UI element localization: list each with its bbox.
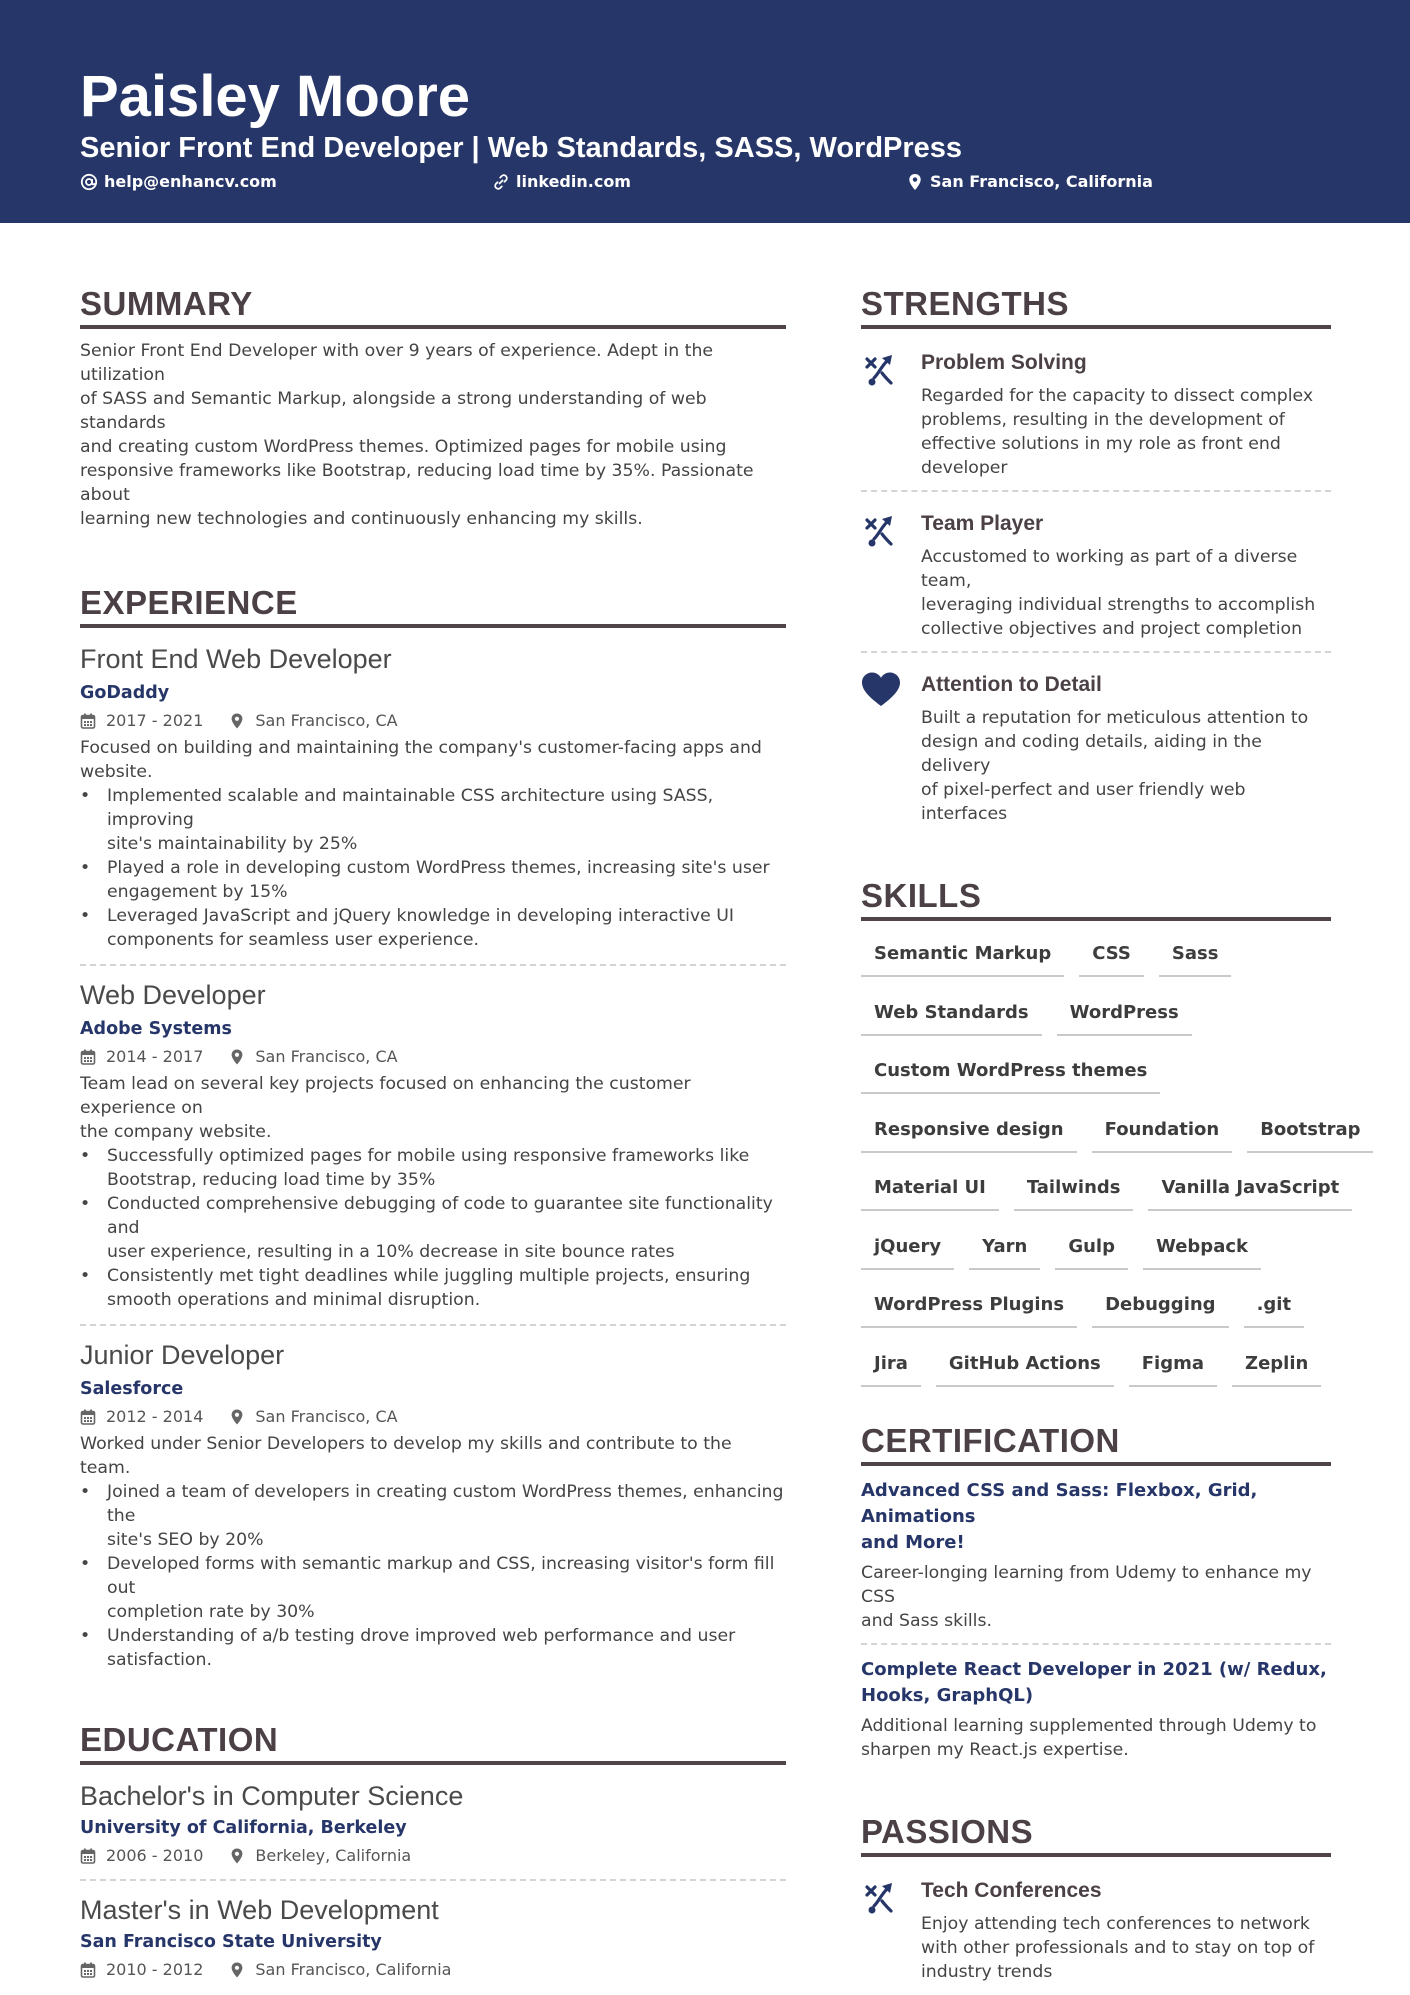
job-description: Focused on building and maintaining the company's customer-facing apps and website. — [80, 738, 762, 782]
skill-tag: Foundation — [1092, 1111, 1233, 1153]
calendar-icon — [80, 1962, 96, 1978]
education-entry — [80, 1779, 786, 1867]
education-meta — [80, 1959, 786, 1981]
left-column — [80, 284, 786, 1981]
divider — [861, 1643, 1331, 1645]
contact-email[interactable] — [80, 170, 277, 194]
at-icon — [80, 173, 98, 191]
location-pin-icon — [229, 1409, 245, 1425]
job-role: Front End Web Developer — [80, 644, 392, 674]
experience-entry — [80, 1338, 786, 1672]
passions-heading: PASSIONS — [861, 1812, 1331, 1857]
strength-item — [861, 329, 1331, 480]
strength-title: Team Player — [921, 512, 1044, 535]
job-dates: 2012 - 2014 — [106, 1407, 204, 1426]
education-location: San Francisco, California — [255, 1960, 452, 1979]
strength-text: Built a reputation for meticulous attention to design and coding details, aiding in the delivery of pixel-perfect and user friendly web interfaces — [921, 708, 1309, 824]
skill-tag: GitHub Actions — [936, 1345, 1114, 1387]
list-item: • Developed forms with semantic markup and CSS, increasing visitor's form fill out completion rate by 30% — [80, 1552, 786, 1624]
location-pin-icon — [229, 713, 245, 729]
strength-title: Attention to Detail — [921, 673, 1102, 696]
job-dates: 2017 - 2021 — [106, 711, 204, 730]
location-text: San Francisco, California — [930, 172, 1153, 191]
experience-heading: EXPERIENCE — [80, 583, 786, 628]
strategy-icon — [861, 1877, 901, 1917]
certification-text: Additional learning supplemented through Udemy to sharpen my React.js expertise. — [861, 1716, 1317, 1760]
skill-tag: WordPress Plugins — [861, 1286, 1077, 1328]
job-bullets — [80, 784, 786, 952]
strength-title: Problem Solving — [921, 351, 1087, 374]
skill-tag: Bootstrap — [1247, 1111, 1373, 1153]
strength-item — [861, 653, 1331, 826]
skill-tag: Zeplin — [1232, 1345, 1321, 1387]
skill-tag: jQuery — [861, 1228, 954, 1270]
passion-title: Tech Conferences — [921, 1879, 1102, 1902]
passion-item — [861, 1857, 1331, 1984]
job-meta — [80, 1046, 786, 1068]
job-location: San Francisco, CA — [255, 1047, 398, 1066]
education-heading: EDUCATION — [80, 1720, 786, 1765]
candidate-title: Senior Front End Developer | Web Standards, SASS, WordPress — [80, 132, 963, 164]
school: San Francisco State University — [80, 1932, 382, 1952]
job-meta — [80, 710, 786, 732]
calendar-icon — [80, 1409, 96, 1425]
skill-tag: CSS — [1079, 935, 1144, 977]
education-location: Berkeley, California — [255, 1846, 412, 1865]
skill-tag: Figma — [1129, 1345, 1217, 1387]
skill-tag: .git — [1244, 1286, 1305, 1328]
skill-tag: Sass — [1159, 935, 1232, 977]
link-icon — [492, 173, 510, 191]
job-description: Team lead on several key projects focused on enhancing the customer experience on the company website. — [80, 1074, 691, 1142]
strengths-heading: STRENGTHS — [861, 284, 1331, 329]
list-item: • Conducted comprehensive debugging of code to guarantee site functionality and user experience, resulting in a 10% decrease in site bounce rates — [80, 1192, 786, 1264]
list-item: • Leveraged JavaScript and jQuery knowledge in developing interactive UI components for seamless user experience. — [80, 904, 786, 952]
email-text[interactable]: help@enhancv.com — [104, 172, 277, 191]
divider — [80, 1879, 786, 1881]
job-role: Web Developer — [80, 980, 266, 1010]
heart-icon — [861, 671, 901, 711]
calendar-icon — [80, 1049, 96, 1065]
contact-location — [906, 170, 1153, 194]
skill-tag: Semantic Markup — [861, 935, 1064, 977]
skill-tag: Vanilla JavaScript — [1148, 1169, 1352, 1211]
strength-text: Regarded for the capacity to dissect complex problems, resulting in the development of effective solutions in my role as front end developer — [921, 386, 1314, 478]
calendar-icon — [80, 713, 96, 729]
job-description: Worked under Senior Developers to develop my skills and contribute to the team. — [80, 1434, 732, 1478]
certification-item — [861, 1657, 1331, 1762]
skill-tag: Gulp — [1055, 1228, 1128, 1270]
skills-heading: SKILLS — [861, 876, 1331, 921]
skill-tag: Material UI — [861, 1169, 999, 1211]
passion-text: Enjoy attending tech conferences to network with other professionals and to stay on top of industry trends — [921, 1914, 1315, 1982]
degree: Bachelor's in Computer Science — [80, 1781, 464, 1811]
job-location: San Francisco, CA — [255, 711, 398, 730]
divider — [80, 1324, 786, 1326]
divider — [80, 964, 786, 966]
calendar-icon — [80, 1848, 96, 1864]
skill-tag: WordPress — [1057, 994, 1192, 1036]
strength-text: Accustomed to working as part of a diverse team, leveraging individual strengths to accomplish collective objectives and project completion — [921, 547, 1316, 639]
certification-title: Advanced CSS and Sass: Flexbox, Grid, Animations and More! — [861, 1480, 1258, 1553]
list-item: • Understanding of a/b testing drove improved web performance and user satisfaction. — [80, 1624, 786, 1672]
location-pin-icon — [229, 1962, 245, 1978]
list-item: • Joined a team of developers in creating custom WordPress themes, enhancing the site's SEO by 20% — [80, 1480, 786, 1552]
strategy-icon — [861, 510, 901, 550]
link-text[interactable]: linkedin.com — [516, 172, 631, 191]
resume-header — [0, 0, 1410, 223]
education-dates: 2010 - 2012 — [106, 1960, 204, 1979]
job-dates: 2014 - 2017 — [106, 1047, 204, 1066]
skill-tag: Responsive design — [861, 1111, 1077, 1153]
strength-item — [861, 492, 1331, 641]
certification-title: Complete React Developer in 2021 (w/ Redux, Hooks, GraphQL) — [861, 1659, 1327, 1706]
location-pin-icon — [906, 173, 924, 191]
right-column — [861, 284, 1361, 1984]
education-entry — [80, 1893, 786, 1981]
skill-tag: Tailwinds — [1014, 1169, 1134, 1211]
skill-tag: Custom WordPress themes — [861, 1052, 1160, 1094]
job-company: GoDaddy — [80, 683, 170, 703]
candidate-name: Paisley Moore — [80, 64, 471, 129]
job-bullets — [80, 1480, 786, 1672]
job-bullets — [80, 1144, 786, 1312]
experience-entry — [80, 642, 786, 952]
education-dates: 2006 - 2010 — [106, 1846, 204, 1865]
degree: Master's in Web Development — [80, 1895, 439, 1925]
education-meta — [80, 1845, 786, 1867]
summary-text: Senior Front End Developer with over 9 years of experience. Adept in the utilization of SASS and Semantic Markup, alongside a strong understanding of web standards and creating custom WordPress themes. Optimized pages for mobile using responsive frameworks like Bootstrap, reducing load time by 35%. Passionate about learning new technologies and continuously enhancing my skills. — [80, 341, 754, 529]
location-pin-icon — [229, 1848, 245, 1864]
list-item: • Played a role in developing custom WordPress themes, increasing site's user engagement by 15% — [80, 856, 786, 904]
job-location: San Francisco, CA — [255, 1407, 398, 1426]
summary-heading: SUMMARY — [80, 284, 786, 329]
list-item: • Implemented scalable and maintainable CSS architecture using SASS, improving site's maintainability by 25% — [80, 784, 786, 856]
skills-list — [861, 935, 1361, 1403]
strategy-icon — [861, 349, 901, 389]
skill-tag: Web Standards — [861, 994, 1042, 1036]
location-pin-icon — [229, 1049, 245, 1065]
certification-text: Career-longing learning from Udemy to enhance my CSS and Sass skills. — [861, 1563, 1312, 1631]
job-meta — [80, 1406, 786, 1428]
job-company: Salesforce — [80, 1379, 184, 1399]
certification-heading: CERTIFICATION — [861, 1421, 1331, 1466]
certification-item — [861, 1478, 1331, 1633]
experience-entry — [80, 978, 786, 1312]
skill-tag: Debugging — [1092, 1286, 1229, 1328]
skill-tag: Yarn — [969, 1228, 1040, 1270]
skill-tag: Jira — [861, 1345, 921, 1387]
list-item: • Consistently met tight deadlines while juggling multiple projects, ensuring smooth operations and minimal disruption. — [80, 1264, 786, 1312]
school: University of California, Berkeley — [80, 1818, 407, 1838]
list-item: • Successfully optimized pages for mobile using responsive frameworks like Bootstrap, reducing load time by 35% — [80, 1144, 786, 1192]
job-company: Adobe Systems — [80, 1019, 232, 1039]
job-role: Junior Developer — [80, 1340, 285, 1370]
skill-tag: Webpack — [1143, 1228, 1261, 1270]
contact-link[interactable] — [492, 170, 631, 194]
